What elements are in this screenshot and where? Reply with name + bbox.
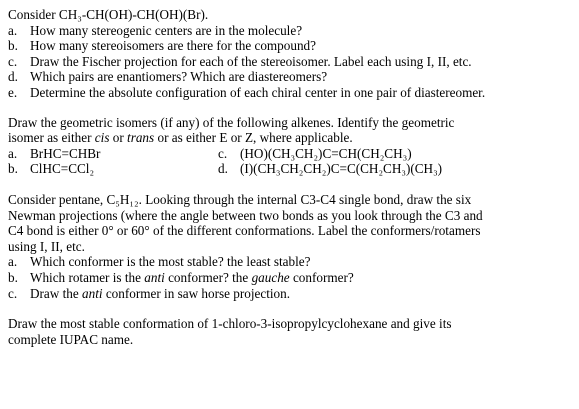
q3-intro-line4: using I, II, etc. bbox=[8, 238, 85, 254]
q1-item-d bbox=[8, 69, 573, 85]
q2-intro-line1: Draw the geometric isomers (if any) of the following alkenes. Identify the geometric bbox=[8, 114, 455, 130]
q3-item-c-label: c. bbox=[8, 285, 18, 301]
q2-item-a-text: BrHC=CHBr bbox=[30, 145, 101, 161]
q2-intro-mid: or bbox=[109, 130, 128, 146]
q2-row-1 bbox=[8, 146, 573, 162]
q3-intro-line1: Consider pentane, C₅H₁₂. Looking through the internal C3-C4 single bond, draw the six bbox=[8, 191, 472, 207]
q3-item-b-pre: Which rotamer is the bbox=[30, 269, 145, 285]
q1-item-c-text: Draw the Fischer projection for each of the stereoisomer. Label each using I, II, etc. bbox=[30, 53, 472, 69]
q2-intro-pre: isomer as either bbox=[8, 130, 95, 146]
q3-item-c-pre: Draw the bbox=[30, 285, 82, 301]
q4-line2: complete IUPAC name. bbox=[8, 331, 134, 347]
q1-item-a-label: a. bbox=[8, 22, 18, 38]
q1-item-b bbox=[8, 38, 573, 54]
q1-item-d-label: d. bbox=[8, 69, 18, 85]
q1-item-a bbox=[8, 23, 573, 39]
q1-item-c bbox=[8, 54, 573, 70]
q2-item-a-label: a. bbox=[8, 145, 18, 161]
q2-item-d-text: (I)(CH₃CH₂CH₂)C=C(CH₂CH₃)(CH₃) bbox=[240, 161, 443, 177]
q1-item-e-text: Determine the absolute configuration of each chiral center in one pair of diastereomer. bbox=[30, 84, 486, 100]
q2-item-b-text: ClHC=CCl₂ bbox=[30, 161, 95, 177]
q4-line1: Draw the most stable conformation of 1-chloro-3-isopropylcyclohexane and give its bbox=[8, 316, 452, 332]
q1-item-c-label: c. bbox=[8, 53, 18, 69]
q3-item-b-anti: anti bbox=[144, 269, 165, 285]
q3-item-b-label: b. bbox=[8, 269, 18, 285]
q3-item-a bbox=[8, 254, 573, 270]
q1-item-d-text: Which pairs are enantiomers? Which are diastereomers? bbox=[30, 69, 328, 85]
q2-row-2 bbox=[8, 161, 573, 177]
q3-item-b-gauche: gauche bbox=[251, 269, 290, 285]
q3-intro-line3: C4 bond is either 0° or 60° of the different conformations. Label the conformers/rotamers bbox=[8, 223, 481, 239]
q3-item-c-post: conformer in saw horse projection. bbox=[102, 285, 291, 301]
document-page bbox=[8, 7, 573, 347]
q2-intro-post: or as either E or Z, where applicable. bbox=[154, 130, 353, 146]
q2-item-c-label: c. bbox=[218, 145, 228, 161]
q3-item-b-post: conformer? bbox=[289, 269, 354, 285]
q3-item-a-text: Which conformer is the most stable? the least stable? bbox=[30, 254, 311, 270]
q2-intro-line2 bbox=[8, 130, 573, 146]
q1-item-e-label: e. bbox=[8, 84, 18, 100]
q3-item-a-label: a. bbox=[8, 254, 18, 270]
q2-item-d-label: d. bbox=[218, 161, 228, 177]
q1-item-b-label: b. bbox=[8, 38, 18, 54]
q2-item-b-label: b. bbox=[8, 161, 18, 177]
q2-item-a bbox=[8, 146, 100, 162]
q2-item-c-text: (HO)(CH₃CH₂)C=CH(CH₂CH₃) bbox=[240, 145, 412, 161]
q2-item-b bbox=[8, 161, 94, 177]
q1-item-b-text: How many stereoisomers are there for the compound? bbox=[30, 38, 316, 54]
q1-item-a-text: How many stereogenic centers are in the molecule? bbox=[30, 22, 303, 38]
q1-intro: Consider CH₃-CH(OH)-CH(OH)(Br). bbox=[8, 7, 209, 22]
q3-item-c bbox=[8, 286, 573, 302]
q1-item-e bbox=[8, 85, 573, 101]
q2-item-d bbox=[218, 161, 442, 177]
q2-intro-cis: cis bbox=[94, 130, 110, 146]
q3-intro-line2: Newman projections (where the angle between two bonds as you look through the C3 and bbox=[8, 207, 483, 223]
q3-item-b-mid: conformer? the bbox=[164, 269, 252, 285]
q3-item-b bbox=[8, 270, 573, 286]
q2-item-c bbox=[218, 146, 412, 162]
q2-intro-trans: trans bbox=[127, 130, 155, 146]
q3-item-c-anti: anti bbox=[82, 285, 103, 301]
